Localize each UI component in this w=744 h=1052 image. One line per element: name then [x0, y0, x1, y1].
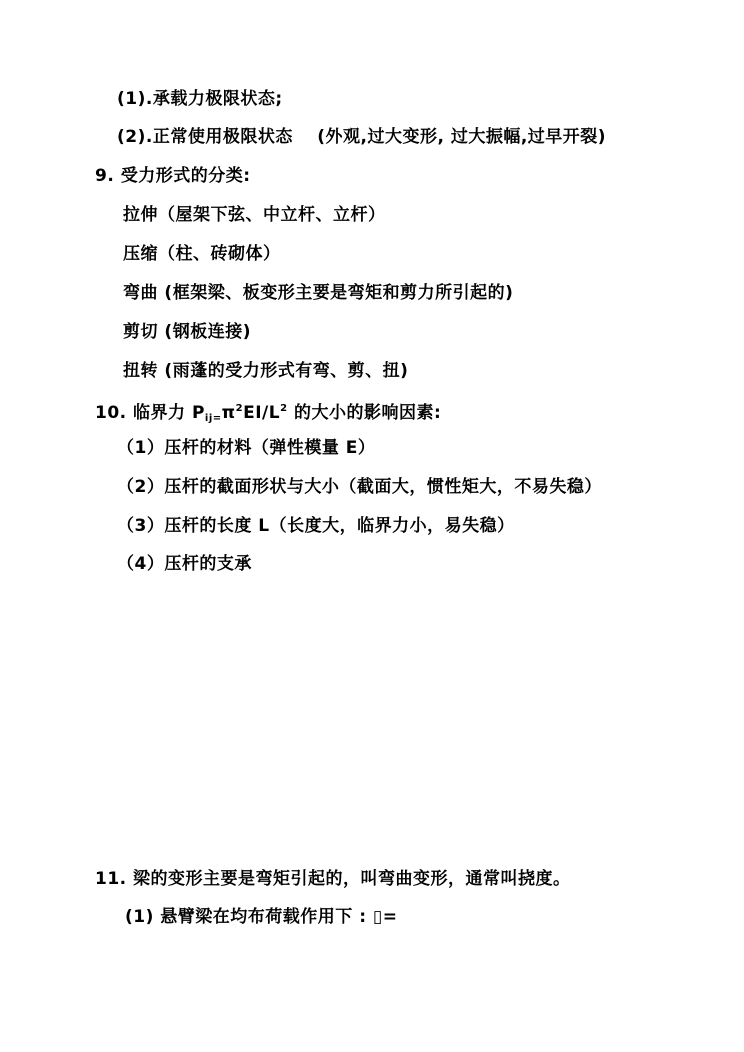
section-10-heading-formula: EI/L: [243, 403, 281, 423]
section-10-item-2: （2）压杆的截面形状与大小（截面大，惯性矩大，不易失稳）: [117, 477, 602, 497]
section-10-item-1: （1）压杆的材料（弹性模量 E）: [117, 438, 376, 458]
section-10-heading-sup-1: 2: [235, 403, 244, 414]
section-9-item-2: 压缩（柱、砖砌体）: [123, 244, 281, 264]
section-9-heading: 9. 受力形式的分类:: [95, 166, 251, 186]
section-9-item-3: 弯曲 (框架梁、板变形主要是弯矩和剪力所引起的): [123, 283, 514, 303]
section-10-heading-sup-2: 2: [280, 403, 288, 414]
section-10-heading: [95, 398, 441, 430]
section-10-heading-prefix: 10. 临界力 P: [95, 403, 205, 423]
section-10-heading-sub: ij=: [204, 413, 222, 424]
section-9-item-4: 剪切 (钢板连接): [123, 322, 251, 342]
limit-state-item-1: (1).承载力极限状态;: [117, 89, 283, 109]
section-10-heading-suffix: 的大小的影响因素:: [287, 403, 442, 423]
section-11-item-1: (1) 悬臂梁在均布荷载作用下 : ▯=: [125, 907, 398, 927]
section-10-item-3: （3）压杆的长度 L（长度大，临界力小，易失稳）: [117, 516, 515, 536]
section-10-heading-pi: π: [221, 403, 236, 423]
section-9-item-1: 拉伸（屋架下弦、中立杆、立杆）: [123, 205, 386, 225]
section-9-item-5: 扭转 (雨蓬的受力形式有弯、剪、扭): [123, 361, 409, 381]
section-11-heading: 11. 梁的变形主要是弯矩引起的，叫弯曲变形，通常叫挠度。: [95, 869, 571, 889]
limit-state-item-2: [117, 126, 606, 148]
limit-state-item-2-note: (外观,过大变形, 过大振幅,过早开裂): [317, 127, 607, 147]
limit-state-item-2-head: (2).正常使用极限状态: [117, 127, 293, 147]
section-10-item-4: （4）压杆的支承: [117, 554, 252, 574]
